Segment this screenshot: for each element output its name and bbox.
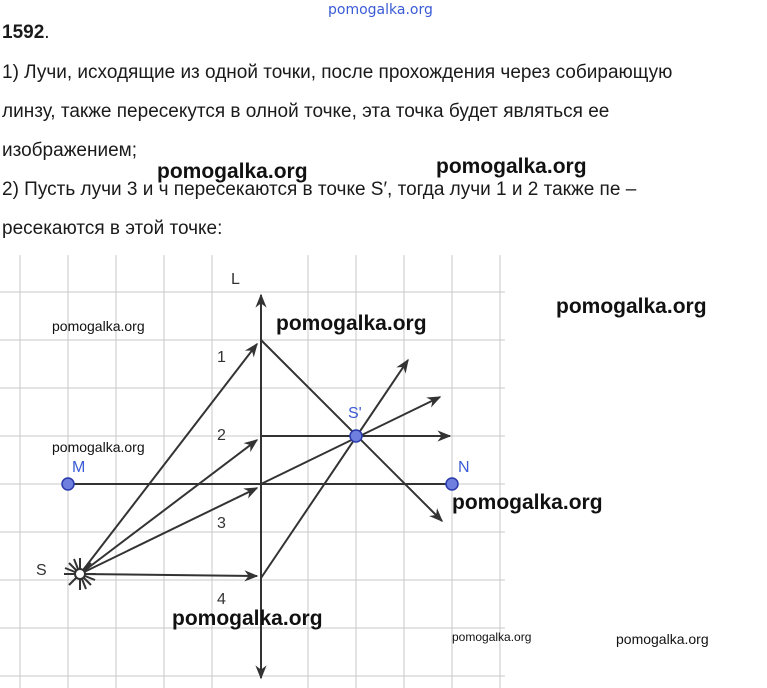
text-line-1: 1) Лучи, исходящие из одной точки, после прохождения через собирающую bbox=[2, 62, 673, 83]
point-s-prime-label: S' bbox=[348, 405, 362, 422]
point-s-label: S bbox=[36, 562, 47, 579]
point-m bbox=[62, 478, 74, 490]
ray-1-label: 1 bbox=[217, 349, 226, 366]
refracted-rays bbox=[261, 340, 450, 578]
point-n bbox=[446, 478, 458, 490]
text-line-2: линзу, также пересекутся в олной точке, эта точка будет являться ее bbox=[2, 101, 610, 122]
lens-label: L bbox=[231, 271, 240, 288]
watermark: pomogalka.org bbox=[157, 160, 308, 183]
watermark: pomogalka.org bbox=[452, 630, 532, 644]
source-star-icon bbox=[64, 558, 96, 590]
watermark: pomogalka.org bbox=[616, 631, 709, 647]
incident-rays bbox=[80, 344, 257, 576]
text-line-4: 2) Пусть лучи 3 и ч пересекаются в точке S′, тогда лучи 1 и 2 также пе – bbox=[2, 179, 637, 200]
problem-number-value: 1592 bbox=[2, 22, 45, 43]
ray-3-label: 3 bbox=[217, 515, 226, 532]
header-watermark: pomogalka.org bbox=[328, 2, 433, 18]
watermark: pomogalka.org bbox=[52, 439, 145, 455]
watermark: pomogalka.org bbox=[172, 607, 323, 630]
watermark: pomogalka.org bbox=[52, 318, 145, 334]
ray-2-label: 2 bbox=[217, 427, 226, 444]
problem-number bbox=[2, 22, 50, 44]
point-s-prime bbox=[350, 430, 362, 442]
point-m-label: M bbox=[72, 459, 86, 476]
watermark: pomogalka.org bbox=[276, 312, 427, 335]
ray-4-label: 4 bbox=[217, 591, 226, 608]
problem-number-dot: . bbox=[44, 22, 50, 43]
watermark: pomogalka.org bbox=[452, 491, 603, 514]
text-line-5: ресекаются в этой точке: bbox=[2, 218, 223, 239]
text-line-3: изображением; bbox=[2, 140, 137, 161]
point-n-label: N bbox=[458, 459, 470, 476]
watermark: pomogalka.org bbox=[436, 155, 587, 178]
watermark: pomogalka.org bbox=[556, 295, 707, 318]
